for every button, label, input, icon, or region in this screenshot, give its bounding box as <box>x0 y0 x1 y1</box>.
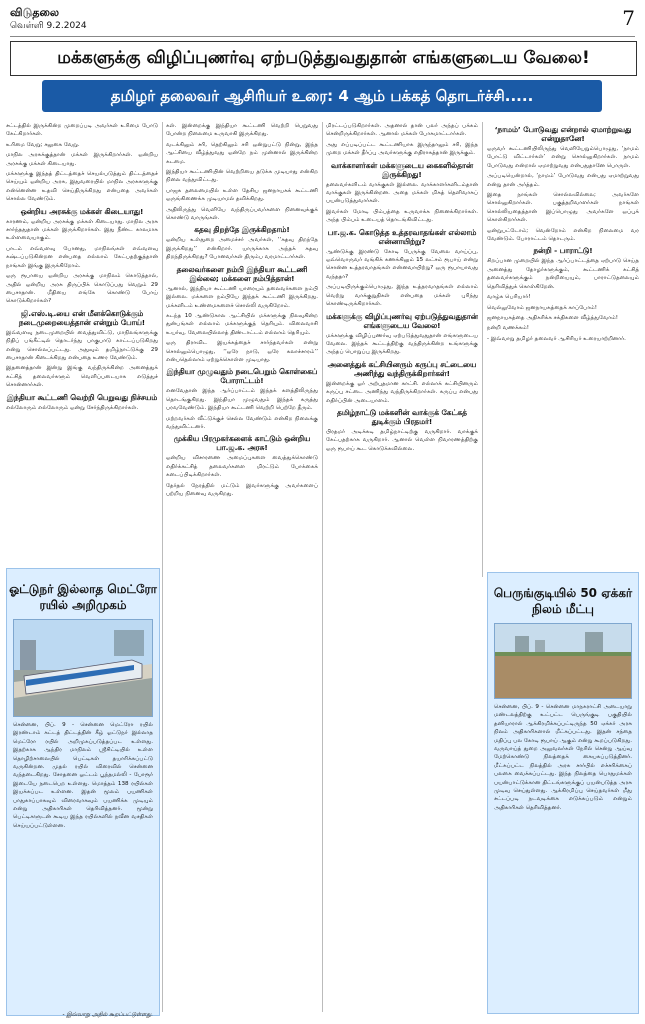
article-paragraph: தலைவர்களிடம் வாக்குகள் இல்லை. வாக்காளர்களிடம்தான் வாக்குகள் இருக்கின்றன. அதை மக்கள் மிகத் தெளிவாகப் பயன்படுத்துவார்கள். <box>326 181 478 205</box>
article-subheading: வாக்காளர்கள் மக்களுடைய கைகளில்தான் இருக்கிறது! <box>330 160 474 179</box>
land-recovery-box <box>487 572 639 1014</box>
land-photo <box>494 623 632 699</box>
paper-name: விடுதலை <box>10 6 60 19</box>
metro-news-body: சென்னை, பிப். 9 - சென்னை மெட்ரோ ரயில் இரண்டாம் கட்டத் திட்டத்தின் கீழ் ஓட்டுநர் இல்லாத மெட்ரோ ரயில் அறிமுகப்படுத்தப்பட உள்ளது. இதற்காக ஆந்திர மாநிலம் ஸ்ரீசிட்டியில் உள்ள தொழிற்சாலையில் பெட்டிகள் தயாரிக்கப்பட்டு வருகின்றன. முதல் ரயில் விரைவில் சென்னை வந்தடைகிறது. சோதனை ஓட்டம் பூந்தமல்லி - போரூர் இடையே நடைபெற உள்ளது. மொத்தம் 138 ரயில்கள் இயக்கப்பட உள்ளன. இதன் மூலம் பயணிகள் பாதுகாப்பாகவும் விரைவாகவும் பயணிக்க முடியும் என்று அதிகாரிகள் தெரிவித்தனர். மூன்று பெட்டிகளுடன் கூடிய இந்த ரயில்களில் நவீன வசதிகள் செய்யப்பட்டுள்ளன. <box>13 722 153 829</box>
metro-news-title: ஓட்டுநர் இல்லாத மெட்ரோ ரயில் அறிமுகம் <box>9 582 157 612</box>
article-paragraph: எல்லோரும் எல்லோரும் ஒன்று சேர்ந்திருக்கிறார்கள். <box>6 404 139 411</box>
article-paragraph: மிரட்டப்படுகிறார்கள். அதனால் தான் பலர் அந்தப் பக்கம் சென்றிருக்கிறார்கள். ஆனால் மக்கள் போகமாட்டார்கள். <box>326 123 478 138</box>
article-paragraph: சட்டத்தில் இருக்கின்ற முறைப்படி அவர்கள் உரிமை போடு கேட்கிறார்கள். <box>6 123 158 138</box>
article-column-3 <box>326 122 478 1012</box>
article-paragraph: பாஜக தலைமையில் உள்ள தேசிய ஜனநாயகக் கூட்டணி ஒருங்கிணைக்க முடியாமல் தவிக்கிறது. <box>166 187 318 203</box>
article-subheading: பா.ஜ.க. கொடுத்த உத்தரவாதங்கள் எல்லாம் என்னாயிற்று? <box>327 227 477 246</box>
issue-date: வெள்ளி 9.2.2024 <box>10 21 87 31</box>
metro-train-photo <box>13 619 153 717</box>
article-paragraph: அது எப்படிப்பட்ட கூட்டணியாக இருந்தாலும் சரி, இந்த முறை மக்கள் தீர்ப்பு அவர்களுக்கு எதிராகத்தான் இருக்கும். <box>326 141 478 157</box>
article-subheading: மக்களுக்கு விழிப்புணர்வு ஏற்படுத்துவதுதான் எங்களுடைய வேலை! <box>326 311 478 330</box>
column-divider <box>162 122 163 1012</box>
article-subheading: கதவு திறந்தே இருக்கிறதாம்! <box>194 225 290 235</box>
article-paragraph: இவ்வளவு நடைமுறையில் வைத்துவிட்டு, மாநிலங்களுக்கு நிதிப் பங்கீட்டில் தொடர்ந்து பாகுபாடு காட்டப்படுகிறது என்று சொல்லப்பட்டது. அதுவும் தமிழ்நாட்டுக்கு 29 பைசாதான் கிடைக்கிறது என்பதை உணர வேண்டும். <box>6 329 158 361</box>
article-paragraph: இந்தியா கூட்டணியின் வெற்றியை தடுக்க முடியாது என்கிற நிலை வந்துவிட்டது. <box>166 169 318 184</box>
article-paragraph: மக்களுக்கு விழிப்புணர்வு ஏற்படுத்துவதுதான் எங்களுடைய வேலை. இந்தக் கூட்டத்திற்கு வந்திருக்கின்ற உங்களுக்கு அந்தப் பொறுப்பு இருக்கிறது. <box>326 332 478 356</box>
article-subheading: இந்தியா முழுவதும் நடைபெறும் கொள்கைப் போராட்டம்! <box>166 367 318 386</box>
article-paragraph: அப்படியென்றால், ‘நாமம்’ போடுவது என்பது ஏமாற்றுவது என்று தான் அர்த்தம். <box>487 173 639 188</box>
sub-headline-banner: தமிழர் தலைவர் ஆசிரியர் உரை: 4 ஆம் பக்கத் தொடர்ச்சி..... <box>42 80 602 112</box>
masthead <box>10 6 635 37</box>
column-divider <box>322 122 323 1012</box>
article-paragraph: இதனைத்தான் இன்று இங்கு வந்திருக்கின்ற அனைத்துக் கட்சித் தலைவர்களும் வெளிப்படையாக எடுத்துச் சொன்னார்கள். <box>6 365 158 389</box>
article-paragraph: ஒரு திராவிட இயக்கத்தைச் சார்ந்தவர்கள் என்று சொல்லும்பொழுது, ‘‘ஒரே நாடு, ஒரே கலாச்சாரம்’’ என்பதெல்லாம் ஏற்றுக்கொள்ள முடியாது. <box>166 340 318 363</box>
article-subheading: தமிழ்நாட்டு மக்களின் வாக்குக் கேட்கத் துடிக்கும் பிரதமர்! <box>337 407 467 426</box>
main-headline: மக்களுக்கு விழிப்புணர்வு ஏற்படுத்துவதுதான் எங்களுடைய வேலை! <box>10 41 637 76</box>
article-subheading: நன்றி - பாராட்டு! <box>533 246 593 256</box>
article-subheading: தலைவர்களை நம்பி இந்தியா கூட்டணி இல்லை; மக்களை நம்பித்தான்! <box>176 264 308 283</box>
article-column-4 <box>487 122 639 577</box>
article-paragraph: வெல்லுவோம் ஜனநாயகத்தைக் காப்போம்! <box>487 304 598 311</box>
article-paragraph: மாநில அரசுக்குத்தான் மக்கள் இருக்கிறார்கள். ஒன்றிய அரசுக்கு மக்கள் கிடையாது. <box>6 152 158 167</box>
article-paragraph: அதிலிருந்து வெளியே வந்திருப்பவர்களை நினைவுக்குக் கொண்டு வாருங்கள். <box>166 206 318 222</box>
article-paragraph: கடந்த 10 ஆண்டுகால ஆட்சியில் மக்களுக்கு நிலவுகின்ற துன்பங்கள் எல்லாம் மக்களுக்குத் தெரியும். விலைவாசி உயர்வு, வேலையில்லாத் திண்டாட்டம் எல்லாம் தெரியும். <box>166 312 318 336</box>
column-divider <box>482 122 483 577</box>
article-paragraph: தேர்தல் நேரத்தில் மட்டும் இவர்களுக்கு அவர்களைப் பற்றிய நினைவு வருகிறது. <box>166 482 318 497</box>
article-paragraph: ஒன்றுபட்டோம்; வென்றோம் என்கிற நிலைமை வர வேண்டும். போராட்டம் தொடரும். <box>487 227 639 243</box>
article-paragraph: வாழ்க பெரியார்! <box>487 294 531 301</box>
article-paragraph: இவர்கள் மோடி பிம்பத்தை உருவாக்க நினைக்கிறார்கள். அந்த பிம்பம் உடையத் தொடங்கிவிட்டது. <box>326 208 478 224</box>
article-paragraph: எனவேதான் இந்த ஆர்ப்பாட்டம் இந்தக் களத்திலிருந்து தொடங்குகிறது. இந்தியா முழுவதும் இந்தக் கருத்து பரவவேண்டும். இந்தியா கூட்டணி வெற்றி பெற்றே தீரும். <box>166 388 318 412</box>
article-paragraph: ஒருவர் கூட்டணியிலிருந்து வெளியேறும்பொழுது, ‘நாமம் போட்டு விட்டார்கள்’ என்று சொல்லுகிறார்கள். நாமம் போடுவது என்றால் ஏமாற்றுவது என்பதுதானே பொருள். <box>487 146 639 169</box>
metro-train-illustration <box>14 620 152 716</box>
article-paragraph: கள். இன்றைக்கு இந்தியா கூட்டணி வெற்றி பெறுவது போன்ற நிலைமை உருவாகி இருக்கிறது. <box>166 123 318 138</box>
article-subheading: ஒன்றிய அரசுக்கு மக்கள் கிடையாது! <box>20 206 144 216</box>
metro-news-credit: - இவ்வாறு அதில் கூறப்பட்டுள்ளது. <box>62 1012 153 1018</box>
land-recovery-title: பெருங்குடியில் 50 ஏக்கர் நிலம் மீட்பு <box>493 586 633 616</box>
article-subheading: ஜி.எஸ்.டி.யை என் மீளக்கொடுக்கும் நடைமுறையைத்தான் என்றும் போய்! <box>18 308 146 327</box>
article-paragraph: மற்றவர்கள் வீட்டுக்குச் செல்ல வேண்டும் என்கிற நிலைக்கு வந்துவிட்டனர். <box>166 415 318 430</box>
article-paragraph: உரிமை வேறு; சலுகை வேறு. <box>6 141 80 148</box>
article-paragraph: இன்றைக்கு ஓர் அற்புதமான காட்சி. எல்லாக் கட்சியினரும் கருப்பு சட்டை அணிந்து வந்திருக்கிறார்கள். கருப்பு என்பது எதிர்ப்பின் அடையாளம். <box>326 380 478 404</box>
article-column-2 <box>166 122 318 1012</box>
article-paragraph: ஒரு ரூபாயை ஒன்றிய அரசுக்கு மாநிலம் கொடுத்தால், அதில் ஒன்றிய அரசு திருப்பிக் கொடுப்பது வெறும் 29 பைசாதான். மீதியை எங்கே கொண்டு போய் கொடுக்கிறார்கள்? <box>6 273 158 305</box>
article-paragraph: ஒன்றிய விசாரணை அமைப்புகளை வைத்துக்கொண்டு எதிர்க்கட்சித் தலைவர்களை மிரட்டும் போக்கைக் கடைப்பிடிக்கிறார்கள். <box>166 455 318 479</box>
article-subheading: அனைத்துக் கட்சியினரும் கருப்பு சட்டையை அணிந்து வந்திருக்கிறார்கள்! <box>327 359 477 378</box>
article-paragraph: - இவ்வாறு தமிழர் தலைவர் ஆசிரியர் உரையாற்றினார். <box>487 335 626 342</box>
article-paragraph: பாடம் எவ்வளவு போனது, மாநிலங்கள் எவ்வளவு கஷ்டப்படுகின்றன என்பதை எல்லாம் கேட்பதற்குத்தான் நாங்கள் இங்கு இருக்கிறோம். <box>6 245 158 269</box>
article-subheading: இந்தியா கூட்டணி வெற்றி பெறுவது நிச்சயம் <box>6 392 158 402</box>
article-paragraph: அப்படியிருக்கும்பொழுது, இந்த உத்தரவாதங்கள் எல்லாம் வெற்று வாக்குறுதிகள் என்பதை மக்கள் புரிந்து கொண்டிருக்கிறார்கள். <box>326 284 478 308</box>
article-paragraph: காரணம், ஒன்றிய அரசுக்கு மக்கள் கிடையாது. மாநில அரசு சார்ந்ததுதான் மக்கள் இருக்கிறார்கள். இது நீண்ட காலமாக உள்ளவையாகும். <box>6 218 158 242</box>
page-number: 7 <box>622 6 635 30</box>
article-paragraph: மக்களுக்கு இந்தத் திட்டத்தைச் செயல்படுத்தும் திட்டத்தைச் செய்யும் ஒன்றிய அரசு, இதுவரையில் மாநில அரசுகளுக்கு என்னென்ன உதவி செய்திருக்கிறது என்பதை அவர்கள் சொல்ல வேண்டும். <box>6 171 158 203</box>
article-paragraph: நன்றி வணக்கம்! <box>487 325 529 332</box>
article-column-1 <box>6 122 158 562</box>
land-recovery-body: சென்னை, பிப். 9 - சென்னை மாநகராட்சி அடையாறு மண்டலத்திற்கு உட்பட்ட பெருங்குடி பகுதியில் தனியாரால் ஆக்கிரமிக்கப்பட்டிருந்த 50 ஏக்கர் அரசு நிலம் அதிகாரிகளால் மீட்கப்பட்டது. இதன் சந்தை மதிப்பு பல கோடி ரூபாய் ஆகும் என்று கூறப்படுகிறது. வருவாய்த் துறை அலுவலர்கள் நேரில் சென்று ஆய்வு மேற்கொண்டு நிலத்தைக் கையகப்படுத்தினர். மீட்கப்பட்ட நிலத்தில் அரசு சார்பில் எச்சரிக்கைப் பலகை வைக்கப்பட்டது. இந்த நிலத்தை பொதுமக்கள் பயன்பாட்டுக்கான திட்டங்களுக்குப் பயன்படுத்த அரசு முடிவு செய்துள்ளது. ஆக்கிரமிப்பு செய்தவர்கள் மீது சட்டப்படி நடவடிக்கை எடுக்கப்படும் என்றும் அதிகாரிகள் தெரிவித்தனர். <box>494 704 632 811</box>
article-paragraph: ஜனநாயகத்தை அதிகரிக்க சக்திகளை வீழ்த்துவோம்! <box>487 314 618 321</box>
article-paragraph: ஆண்டுக்கு இரண்டு கோடி பேருக்கு வேலை வாய்ப்பு, ஒவ்வொருவர் வங்கிக் கணக்கிலும் 15 லட்சம் ரூபாய் என்று சொன்ன உத்தரவாதங்கள் என்னவாயிற்று? ஒரு ரூபாயாவது வந்ததா? <box>326 248 478 280</box>
metro-news-box <box>6 568 160 1016</box>
article-paragraph: ஆனால், இந்தியா கூட்டணி யாரையும் தலைவர்களை நம்பி இல்லை. மக்களை நம்பியே இந்தக் கூட்டணி இருக்கிறது. மக்களிடம் உண்மைகளைச் சொல்லி வருகிறோம். <box>166 285 318 309</box>
article-paragraph: இதை நாங்கள் சொல்லவில்லை; அவர்களே சொல்லுகிறார்கள். பகுத்தறிவாளர்கள் நாங்கள் சொல்லியதைத்தான் இப்பொழுது அவர்களே ஒப்புக் கொள்கிறார்கள். <box>487 192 639 224</box>
article-subheading: முக்கிய பிரமுகர்களைக் காட்டும் ஒன்றிய பா.ஜ.க. அரசு! <box>173 434 311 453</box>
land-illustration <box>495 624 631 698</box>
article-paragraph: பிரதமர் அடிக்கடி தமிழ்நாட்டிற்கு வருகிறார். வாக்குக் கேட்பதற்காக வருகிறார். ஆனால் வெள்ள நிவாரணத்திற்கு ஒரு ரூபாய் கூட கொடுக்கவில்லை. <box>326 428 478 452</box>
article-paragraph: சிறப்பான முறையில் இந்த ஆர்ப்பாட்டத்தை ஏற்பாடு செய்த அனைத்து தோழர்களுக்கும், கூட்டணிக் கட்சித் தலைவர்களுக்கும் நன்றியையும், பாராட்டுதலையும் தெரிவித்துக் கொள்கிறேன். <box>487 258 639 290</box>
article-subheading: ‘நாமம்’ போடுவது என்றால் ஏமாற்றுவது என்றுதானே! <box>494 125 632 143</box>
article-paragraph: ஒன்றிய உள்துறை அமைச்சர் அவர்கள், ‘‘கதவு திறந்தே இருக்கிறது’’ என்கிறார். யாருக்காக அந்தக் கதவு திறந்திருக்கிறது? போனவர்கள் திரும்ப வரமாட்டார்கள். <box>166 237 318 261</box>
article-paragraph: வடக்கிலும் சரி, தெற்கிலும் சரி ஒன்றுபட்டு நின்று, இந்த ஆட்சியை வீழ்த்துவது ஒன்றே நம் முன்னால் இருக்கின்ற கடமை. <box>166 141 318 165</box>
